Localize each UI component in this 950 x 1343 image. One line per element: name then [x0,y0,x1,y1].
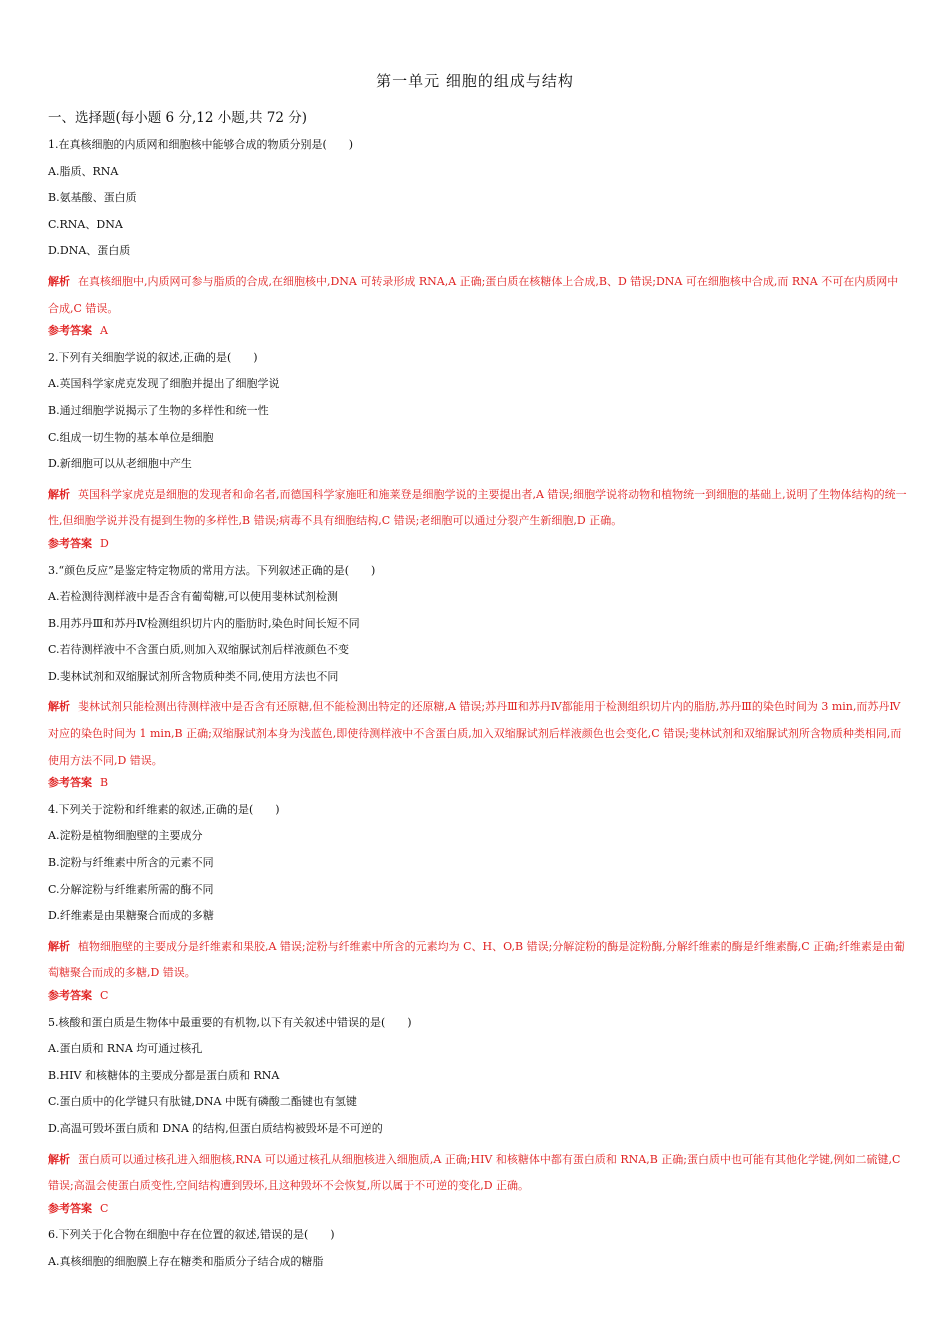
option: D.DNA、蛋白质 [48,244,131,258]
explanation-label: 解析 [48,487,70,501]
option: C.若待测样液中不含蛋白质,则加入双缩脲试剂后样液颜色不变 [48,643,350,657]
answer-value: C [100,989,109,1002]
explanation [48,482,908,535]
answer-value: A [100,324,108,338]
option: B.通过细胞学说揭示了生物的多样性和统一性 [48,403,269,417]
option: A.蛋白质和 RNA 均可通过核孔 [48,1042,203,1056]
answer-value: D [100,536,109,550]
question-stem: 5.核酸和蛋白质是生物体中最重要的有机物,以下有关叙述中错误的是( ) [48,1015,412,1029]
option: B.淀粉与纤维素中所含的元素不同 [48,856,214,870]
explanation-text: 植物细胞壁的主要成分是纤维素和果胶,A 错误;淀粉与纤维素中所含的元素均为 C、H、O,B 错误;分解淀粉的酶是淀粉酶,分解纤维素的酶是纤维素酶,C 正确;纤维素是由葡萄糖聚合而成的多糖,D 错误。 [48,939,905,980]
answer-value: C [100,1201,109,1215]
question-stem: 6.下列关于化合物在细胞中存在位置的叙述,错误的是( ) [48,1228,335,1242]
answer-value: B [100,776,109,790]
question-stem: 4.下列关于淀粉和纤维素的叙述,正确的是( ) [48,802,280,816]
option: C.组成一切生物的基本单位是细胞 [48,430,214,444]
answer-label: 参考答案 [48,776,92,790]
option: B.用苏丹Ⅲ和苏丹Ⅳ检测组织切片内的脂肪时,染色时间长短不同 [48,616,360,630]
explanation-text: 在真核细胞中,内质网可参与脂质的合成,在细胞核中,DNA 可转录形成 RNA,A 正确;蛋白质在核糖体上合成,B、D 错误;DNA 可在细胞核中合成,而 RNA 不可在内质网中合成,C 错误。 [48,274,899,315]
option: C.RNA、DNA [48,217,123,231]
option: C.蛋白质中的化学键只有肽键,DNA 中既有磷酸二酯键也有氢键 [48,1095,357,1109]
explanation-label: 解析 [48,700,70,714]
option: D.纤维素是由果糖聚合而成的多糖 [48,909,214,923]
explanation [48,269,908,322]
option: B.氨基酸、蛋白质 [48,191,137,205]
option: D.斐林试剂和双缩脲试剂所含物质种类不同,使用方法也不同 [48,669,339,683]
answer-label: 参考答案 [48,1201,92,1215]
question-stem: 1.在真核细胞的内质网和细胞核中能够合成的物质分别是( ) [48,138,354,151]
answer [48,322,908,349]
answer-label: 参考答案 [48,989,92,1002]
answer [48,987,908,1014]
answer [48,774,908,801]
option: A.英国科学家虎克发现了细胞并提出了细胞学说 [48,377,280,391]
explanation-text: 英国科学家虎克是细胞的发现者和命名者,而德国科学家施旺和施莱登是细胞学说的主要提出者,A 错误;细胞学说将动物和植物统一到细胞的基础上,说明了生物体结构的统一性,但细胞学说并没有提到生物的多样性,B 错误;病毒不具有细胞结构,C 错误;老细胞可以通过分裂产生新细胞,D 正确。 [48,487,907,528]
option: A.若检测待测样液中是否含有葡萄糖,可以使用斐林试剂检测 [48,590,338,604]
option: A.真核细胞的细胞膜上存在糖类和脂质分子结合成的糖脂 [48,1254,324,1268]
explanation [48,934,908,987]
option: D.新细胞可以从老细胞中产生 [48,457,192,471]
answer-label: 参考答案 [48,324,92,338]
question-list [48,136,908,1280]
explanation-label: 解析 [48,274,70,288]
explanation-text: 蛋白质可以通过核孔进入细胞核,RNA 可以通过核孔从细胞核进入细胞质,A 正确;HIV 和核糖体中都有蛋白质和 RNA,B 正确;蛋白质中也可能有其他化学键,例如二硫键,C 错误;高温会使蛋白质变性,空间结构遭到毁坏,且这种毁坏不会恢复,所以属于不可逆的变化,D 正确。 [48,1152,901,1193]
section-heading: 一、选择题(每小题 6 分,12 小题,共 72 分) [48,110,308,126]
explanation [48,694,908,774]
answer-label: 参考答案 [48,536,92,550]
answer [48,1200,908,1227]
question-stem: 2.下列有关细胞学说的叙述,正确的是( ) [48,350,258,364]
explanation-text: 斐林试剂只能检测出待测样液中是否含有还原糖,但不能检测出特定的还原糖,A 错误;苏丹Ⅲ和苏丹Ⅳ都能用于检测组织切片内的脂肪,苏丹Ⅲ的染色时间为 3 min,而苏丹Ⅳ对应的染色时间为 1 min,B 正确;双缩脲试剂本身为浅蓝色,即使待测样液中不含蛋白质,加入双缩脲试剂后样液颜色也会变化,C 错误;斐林试剂和双缩脲试剂所含物质种类相同,而使用方法不同,D 错误。 [48,700,902,767]
option: A.淀粉是植物细胞壁的主要成分 [48,829,203,843]
page-title: 第一单元 细胞的组成与结构 [376,72,574,90]
option: C.分解淀粉与纤维素所需的酶不同 [48,882,214,896]
explanation-label: 解析 [48,1152,70,1166]
question-stem: 3.“颜色反应”是鉴定特定物质的常用方法。下列叙述正确的是( ) [48,563,376,577]
option: D.高温可毁坏蛋白质和 DNA 的结构,但蛋白质结构被毁坏是不可逆的 [48,1121,383,1135]
option: B.HIV 和核糖体的主要成分都是蛋白质和 RNA [48,1068,280,1082]
answer [48,535,908,562]
explanation-label: 解析 [48,939,70,953]
option: A.脂质、RNA [48,164,119,178]
explanation [48,1147,908,1200]
